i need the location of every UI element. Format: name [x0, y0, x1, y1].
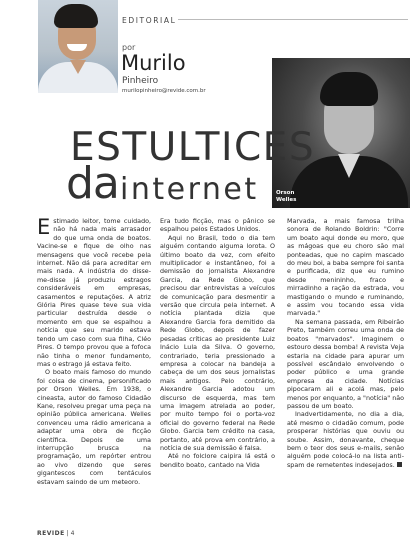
author-photo	[38, 0, 118, 93]
article-column-2	[160, 218, 275, 470]
paragraph: Marvada, a mais famosa trilha sonora de Rolando Boldrin: "Corre um boato aqui donde eu moro, que as mágoas que eu choro são mal ponteadas, que no capim mascado do meu boi, a baba sempre foi santa e purificada, diz que eu rumino desde menininho, fraco e mirradinho a ração da estrada, vou mastigando o mundo e ruminando, e assim vou tocando essa vida marvada."	[287, 218, 404, 318]
page-number: 4	[70, 530, 75, 537]
paragraph: Era tudo ficção, mas o pânico se espalhou pelos Estados Unidos.	[160, 218, 275, 234]
section-label: EDITORIAL	[122, 16, 177, 25]
footer-separator: |	[66, 530, 69, 537]
drop-cap: E	[37, 215, 51, 239]
author-last-name: Pinheiro	[122, 76, 159, 86]
photo-caption	[276, 190, 296, 204]
article-column-1	[37, 215, 151, 487]
article-column-3	[287, 218, 404, 470]
paragraph: Inadvertidamente, no dia a dia, até mesmo o cidadão comum, pode prosperar histórias que ouviu ou soube. Assim, donavante, cheque bem o teor dos seus e-mails, senão alguém pode colocá-lo na lista anti-spam de remetentes indesejados.	[287, 411, 404, 469]
headline-da: da	[66, 158, 119, 209]
paragraph: Aqui no Brasil, todo o dia tem alguém contando alguma lorota. O último boato da vez, com efeito multiplicador e instantâneo, foi a demissão do jornalista Alexandre Garcia, da Rede Globo, que precisou dar entrevistas a veículos de comunicação para desmentir a versão que circula pela internet. A notícia plantada dizia que Alexandre Garcia fora demitido da Rede Globo, depois de fazer pesadas críticas ao presidente Luiz Inácio Lula da Silva. O governo, contrariado, teria pressionado a empresa a colocar na bandeja a cabeça de um dos seus jornalistas mais antigos. Pelo contrário, Alexandre Garcia adotou um discurso de esquerda, mas tem uma imagem atrelada ao poder, por muito tempo foi o porta-voz oficial do governo federal na Rede Globo. Garcia tem crédito na casa, portanto, até prova em contrário, a notícia de sua demissão é falsa.	[160, 234, 275, 452]
author-first-name: Murilo	[121, 51, 186, 75]
photo-caption-line1: Orson	[276, 190, 295, 196]
paragraph: O boato mais famoso do mundo foi coisa de cinema, personificado por Orson Welles. Em 1938, o cineasta, autor do famoso Cidadão Kane, resolveu pregar uma peça na opinião pública americana. Welles convenceu uma rádio americana a adaptar uma obra de ficção científica. Depois de uma interrupção brusca na programação, um repórter entrou ao vivo dizendo que seres gigantescos com tentáculos estavam saindo de um meteoro.	[37, 369, 151, 486]
footer-brand: REVIDE	[37, 530, 65, 537]
author-email[interactable]: murilopinheiro@revide.com.br	[122, 88, 206, 94]
page-footer	[37, 530, 74, 537]
end-mark-icon	[397, 462, 402, 467]
byline-prefix: por	[122, 43, 136, 52]
paragraph: Estimado leitor, tome cuidado, não há nada mais arrasador do que uma onda de boatos. Vacine-se e fique de olho nas mensagens que você recebe pela internet. Não dá para acreditar em mais nada. A indústria do disse-me-disse já produziu estragos consideráveis em empresas, casamentos e reputações. A atriz Glória Pires quase teve sua vida particular destruída desde o momento em que se espalhou a notícia que seu marido estava tendo um caso com sua filha, Cléo Pires. O tempo provou que a fofoca não tinha o menor fundamento, mas o estrago já estava feito.	[37, 215, 151, 368]
headline-internet: internet	[120, 172, 259, 207]
headline-main: ESTULTICES	[70, 125, 316, 170]
section-divider	[178, 19, 408, 20]
photo-caption-line2: Welles	[276, 197, 297, 203]
paragraph: Até no folclore caipira lá está o bendito boato, cantado na Vida	[160, 453, 275, 469]
paragraph: Na semana passada, em Ribeirão Preto, também correu uma onda de boatos "marvados". Imaginem o estouro dessa bomba! A revista Veja estaria na cidade para apurar um possível escândalo envolvendo o poder público e uma grande empresa da cidade. Notícias pipocaram ali e acolá mas, pelo menos por enquanto, a "notícia" não passou de um boato.	[287, 318, 404, 410]
